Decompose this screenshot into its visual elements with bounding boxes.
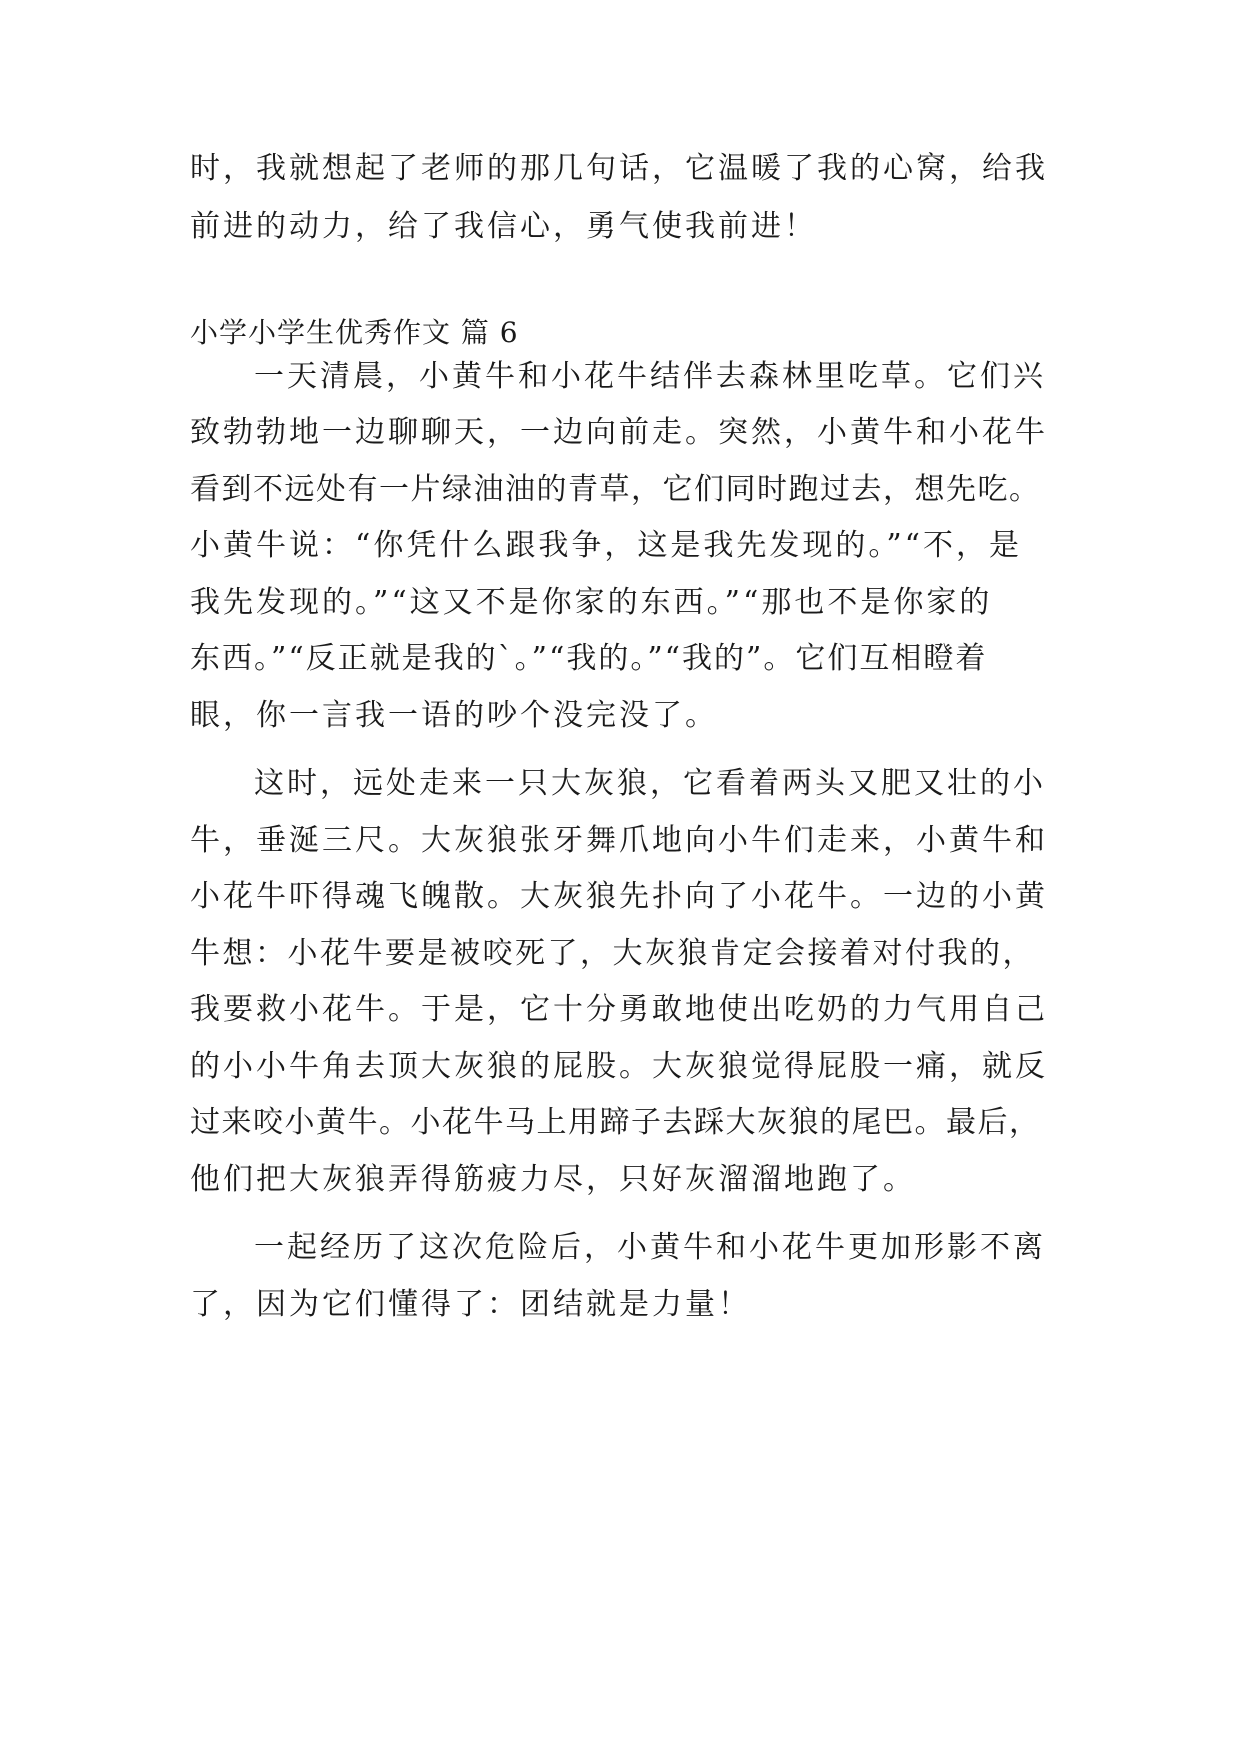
paragraph-2-line-6: 的小小牛角去顶大灰狼的屁股。大灰狼觉得屁股一痛，就反 [190,1049,1048,1084]
paragraph-2-line-7: 过来咬小黄牛。小花牛马上用蹄子去踩大灰狼的尾巴。最后， [190,1105,1041,1140]
paragraph-1-line-5: 我先发现的。”“这又不是你家的东西。”“那也不是你家的 [190,585,993,620]
paragraph-2-line-5: 我要救小花牛。于是，它十分勇敢地使出吃奶的力气用自己 [190,992,1048,1027]
paragraph-1-line-7: 眼，你一言我一语的吵个没完没了。 [190,698,718,733]
paragraph-2-line-2: 牛，垂涎三尺。大灰狼张牙舞爪地向小牛们走来，小黄牛和 [190,823,1048,858]
carryover-line-2: 前进的动力，给了我信心，勇气使我前进！ [190,209,817,244]
paragraph-2-line-3: 小花牛吓得魂飞魄散。大灰狼先扑向了小花牛。一边的小黄 [190,879,1048,914]
section-title: 小学小学生优秀作文 篇 6 [190,316,519,349]
paragraph-1-line-1: 一天清晨，小黄牛和小花牛结伴去森林里吃草。它们兴 [254,359,1046,394]
carryover-line-1: 时，我就想起了老师的那几句话，它温暖了我的心窝，给我 [190,151,1048,186]
paragraph-3-line-1: 一起经历了这次危险后，小黄牛和小花牛更加形影不离 [254,1230,1046,1265]
paragraph-2-line-8: 他们把大灰狼弄得筋疲力尽，只好灰溜溜地跑了。 [190,1162,916,1197]
paragraph-1-line-4: 小黄牛说：“你凭什么跟我争，这是我先发现的。”“不，是 [190,528,1023,563]
paragraph-3-line-2: 了，因为它们懂得了：团结就是力量！ [190,1287,751,1322]
paragraph-2-line-4: 牛想：小花牛要是被咬死了，大灰狼肯定会接着对付我的， [190,936,1035,971]
paragraph-2-line-1: 这时，远处走来一只大灰狼，它看着两头又肥又壮的小 [254,766,1046,801]
paragraph-1-line-2: 致勃勃地一边聊聊天，一边向前走。突然，小黄牛和小花牛 [190,415,1048,450]
paragraph-1-line-6: 东西。”“反正就是我的`。”“我的。”“我的”。它们互相瞪着 [190,641,988,676]
paragraph-1-line-3: 看到不远处有一片绿油油的青草，它们同时跑过去，想先吃。 [190,472,1041,507]
